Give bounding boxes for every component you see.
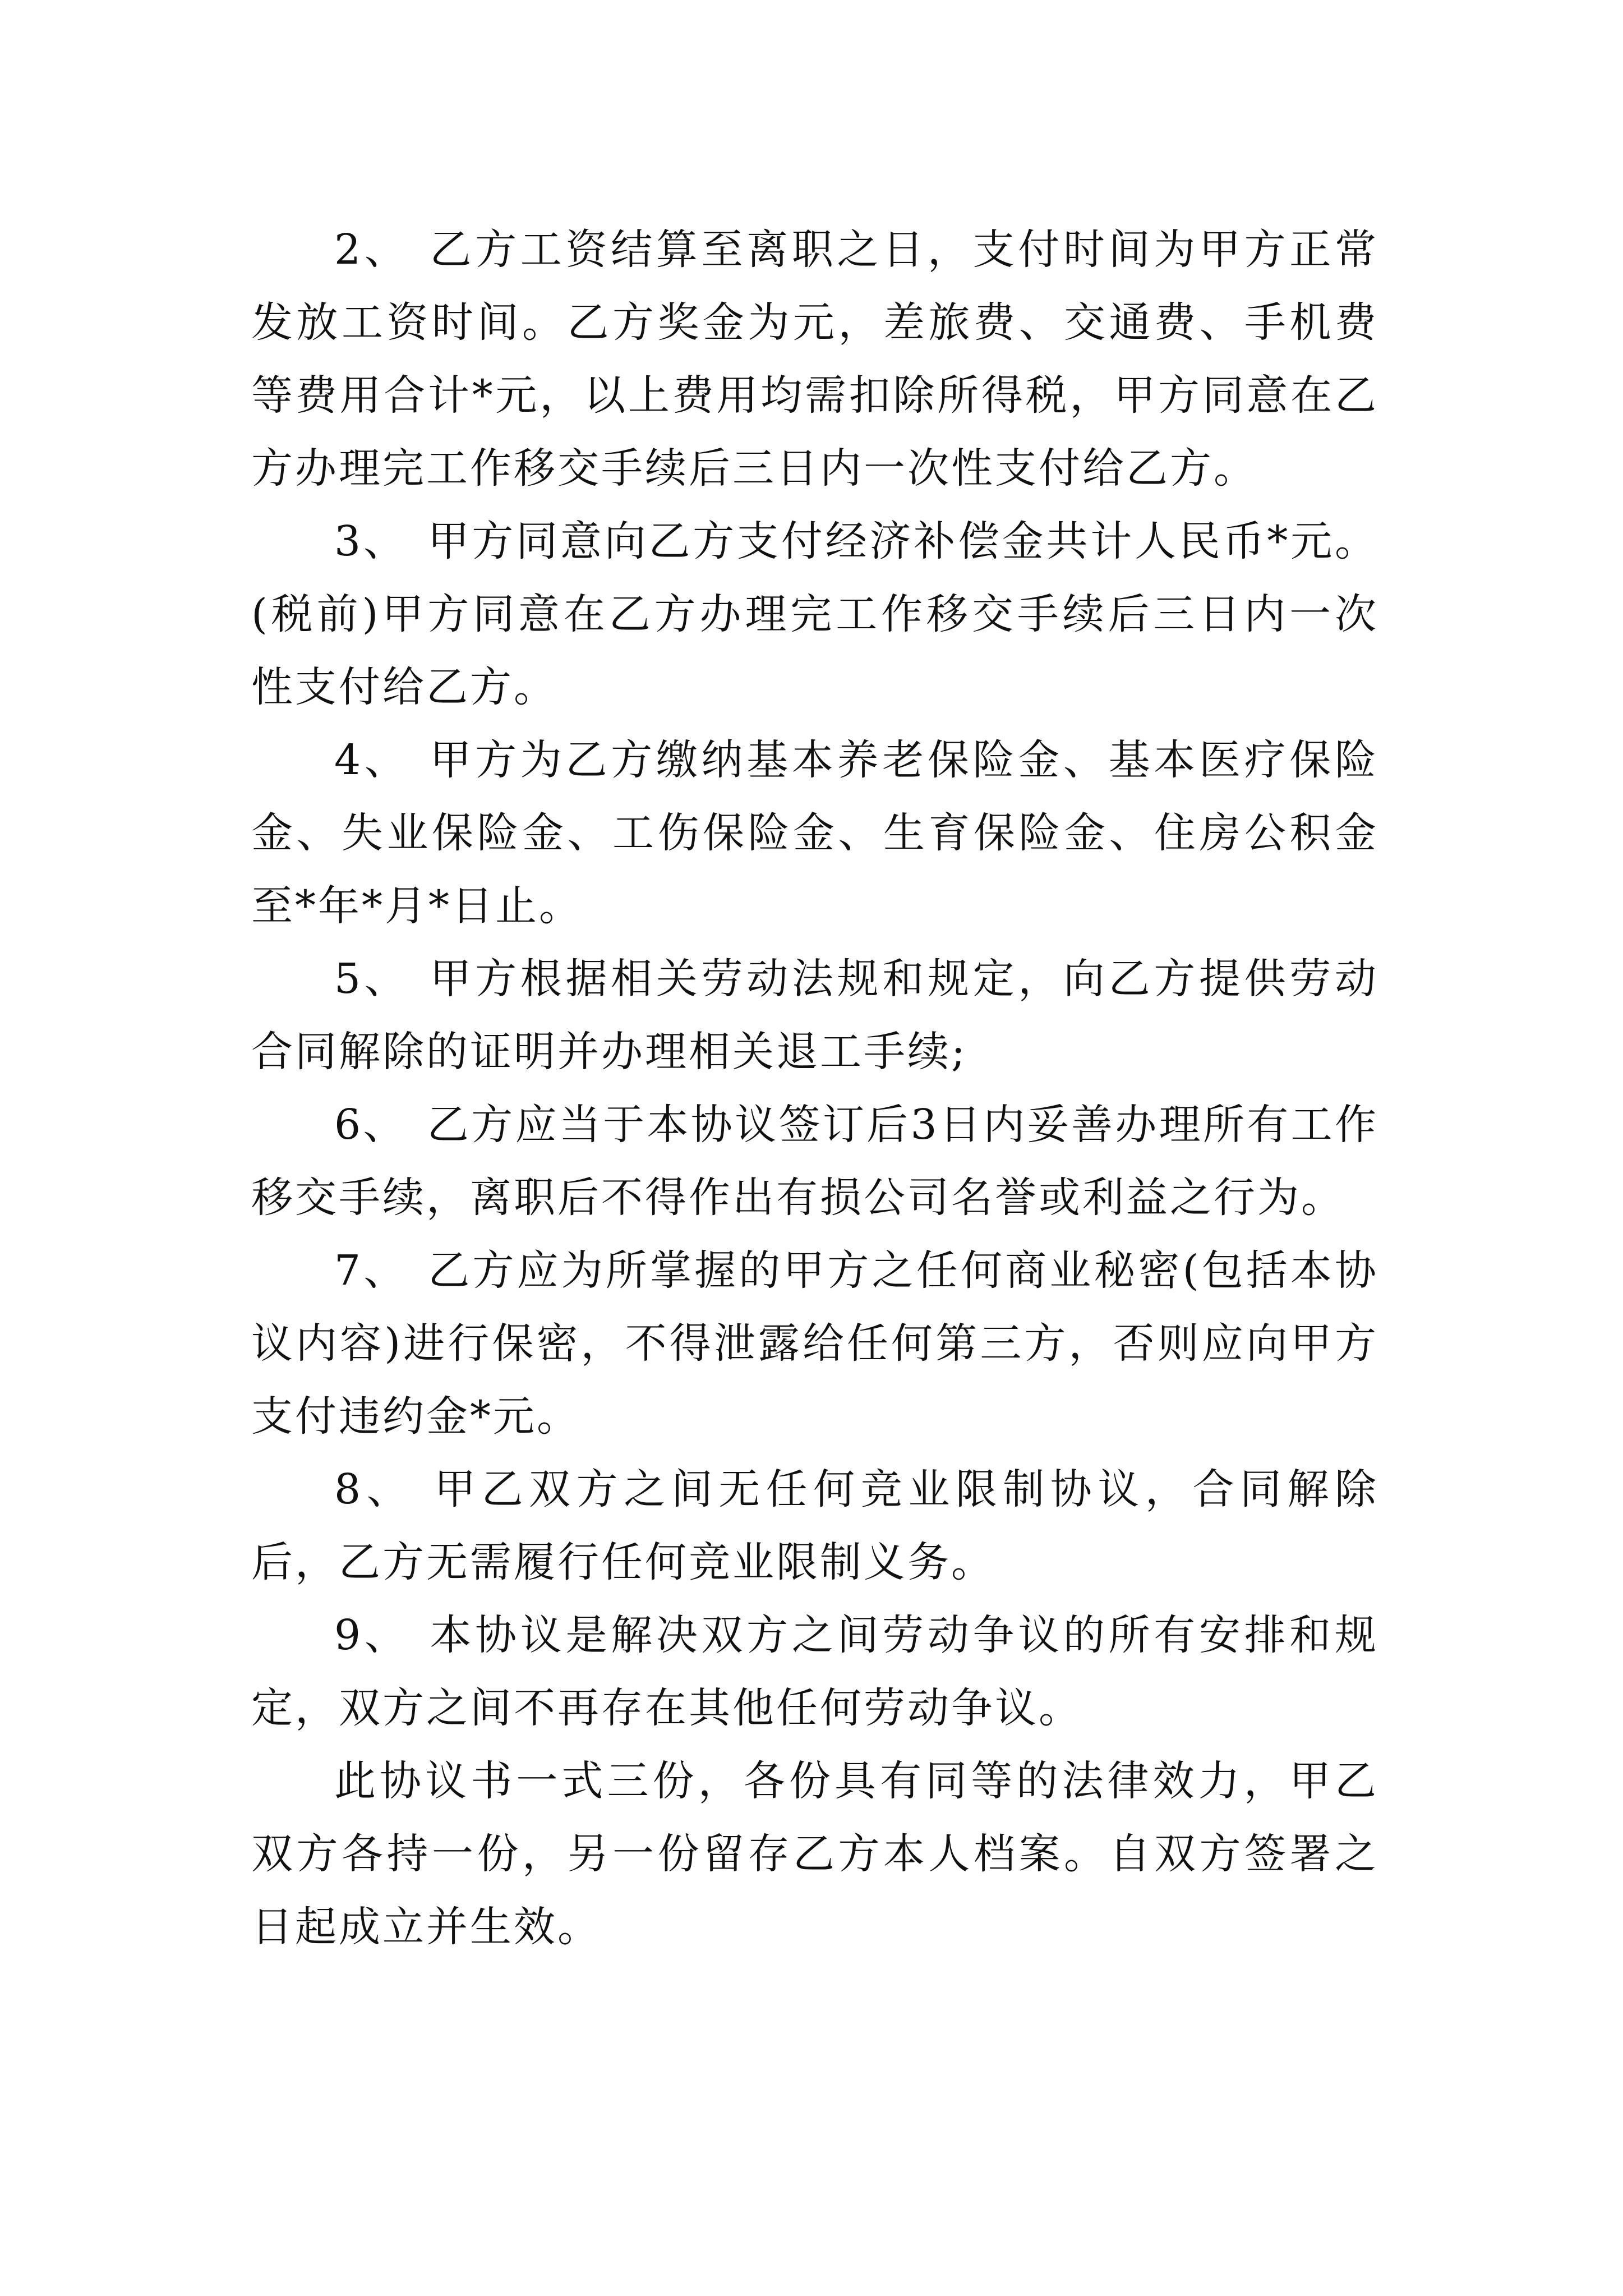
- clause-text: 甲方为乙方缴纳基本养老保险金、基本医疗保险金、失业保险金、工伤保险金、生育保险金、住房公积金至*年*月*日止。: [251, 736, 1378, 930]
- clause-number: 3、: [334, 517, 408, 565]
- clause-number: 4、: [334, 736, 410, 784]
- clause-number: 8、: [334, 1465, 414, 1513]
- clause-text: 乙方应当于本协议签订后3日内妥善办理所有工作移交手续，离职后不得作出有损公司名誉或利益之行为。: [251, 1101, 1378, 1222]
- clause-number: 7、: [334, 1246, 408, 1295]
- clause-number: 9、: [334, 1611, 410, 1659]
- clause-text: 乙方工资结算至离职之日，支付时间为甲方正常发放工资时间。乙方奖金为元，差旅费、交通费、手机费等费用合计*元，以上费用均需扣除所得税，甲方同意在乙方办理完工作移交手续后三日内一次性支付给乙方。: [251, 226, 1378, 493]
- clause-text: 甲方同意向乙方支付经济补偿金共计人民币*元。(税前)甲方同意在乙方办理完工作移交手续后三日内一次性支付给乙方。: [251, 517, 1378, 711]
- clause-7: [251, 1234, 1378, 1453]
- clause-text: 甲乙双方之间无任何竞业限制协议，合同解除后，乙方无需履行任何竞业限制义务。: [251, 1465, 1378, 1586]
- clause-number: 5、: [334, 955, 410, 1003]
- closing-text: 此协议书一式三份，各份具有同等的法律效力，甲乙双方各持一份，另一份留存乙方本人档案。自双方签署之日起成立并生效。: [251, 1757, 1378, 1951]
- clause-6: [251, 1088, 1378, 1234]
- clause-8: [251, 1453, 1378, 1599]
- clause-text: 甲方根据相关劳动法规和规定，向乙方提供劳动合同解除的证明并办理相关退工手续;: [251, 955, 1378, 1076]
- clause-5: [251, 942, 1378, 1088]
- clause-number: 2、: [334, 226, 410, 274]
- clause-number: 6、: [334, 1101, 407, 1149]
- clause-4: [251, 724, 1378, 942]
- clause-text: 乙方应为所掌握的甲方之任何商业秘密(包括本协议内容)进行保密，不得泄露给任何第三方，否则应向甲方支付违约金*元。: [251, 1246, 1378, 1441]
- clause-3: [251, 505, 1378, 724]
- clause-2: [251, 213, 1378, 505]
- document-body: [251, 213, 1378, 1963]
- clause-9: [251, 1599, 1378, 1745]
- closing-paragraph: [251, 1745, 1378, 1963]
- clause-text: 本协议是解决双方之间劳动争议的所有安排和规定，双方之间不再存在其他任何劳动争议。: [251, 1611, 1378, 1732]
